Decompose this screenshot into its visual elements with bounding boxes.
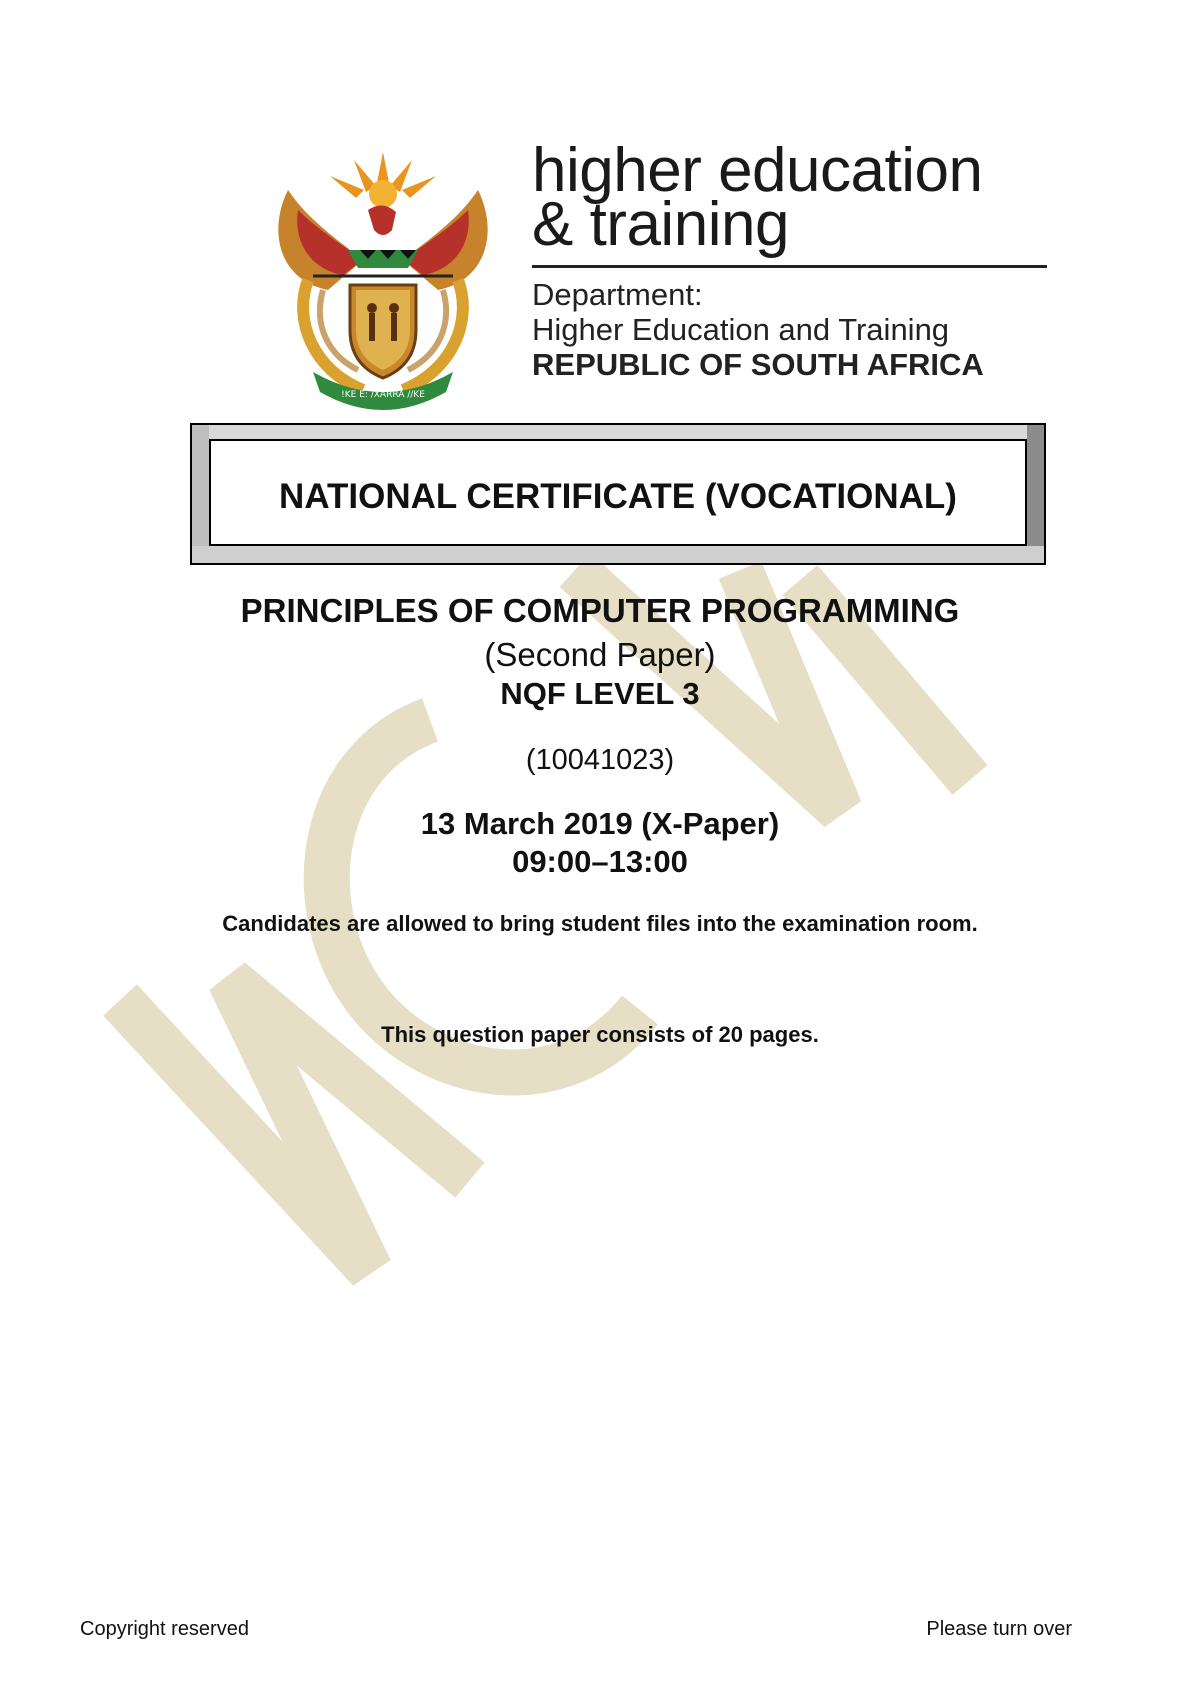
footer-turn-over: Please turn over (926, 1618, 1072, 1640)
candidate-instruction: Candidates are allowed to bring student files into the examination room. (222, 911, 978, 936)
coat-motto-text: !KE E: /XARRA //KE (341, 390, 425, 400)
coat-of-arms-logo (268, 150, 498, 410)
exam-time: 09:00–13:00 (512, 844, 688, 879)
department-name: Higher Education and Training (532, 312, 950, 347)
brand-line-2: & training (532, 190, 789, 259)
nqf-level: NQF LEVEL 3 (500, 676, 700, 711)
exam-date: 13 March 2019 (X-Paper) (420, 806, 780, 841)
certificate-title: NATIONAL CERTIFICATE (VOCATIONAL) (279, 477, 957, 516)
certificate-title-box (190, 423, 1046, 565)
paper-code: (10041023) (525, 744, 675, 776)
brand-divider (532, 265, 1047, 268)
footer-copyright: Copyright reserved (80, 1618, 249, 1640)
country-name: REPUBLIC OF SOUTH AFRICA (532, 347, 984, 382)
department-label: Department: (532, 277, 703, 312)
subject-title: PRINCIPLES OF COMPUTER PROGRAMMING (240, 592, 960, 629)
brand-line-1: higher education (532, 136, 983, 205)
page-count-note: This question paper consists of 20 pages. (381, 1022, 819, 1047)
paper-number: (Second Paper) (484, 636, 716, 673)
